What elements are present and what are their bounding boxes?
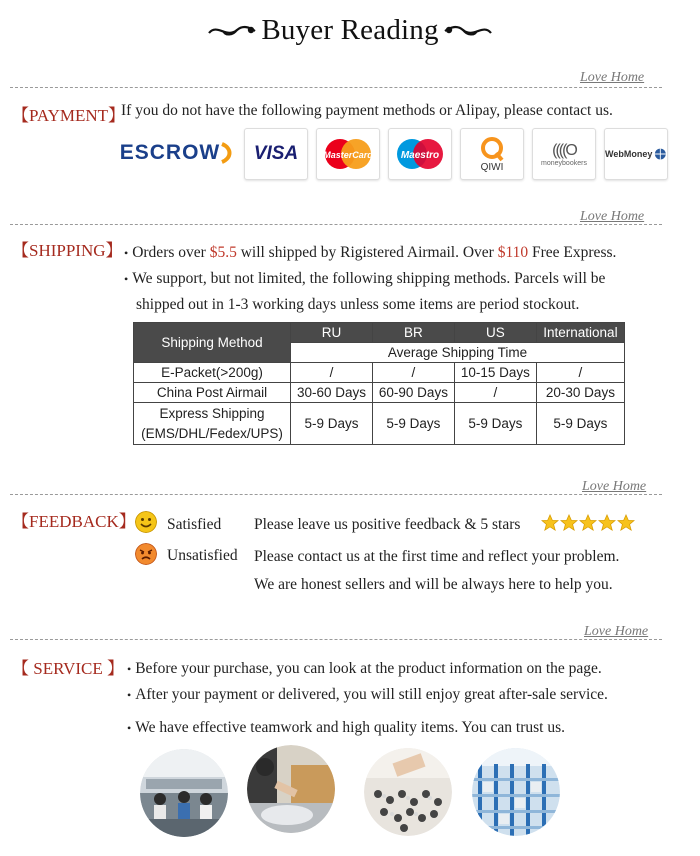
service-label: 【 SERVICE 】 <box>12 659 124 678</box>
table-row <box>134 363 625 383</box>
title-text: Buyer Reading <box>261 13 439 46</box>
satisfied-text: Please leave us positive feedback & 5 stars <box>254 516 521 533</box>
table-cell: 20-30 Days <box>536 383 624 403</box>
star-icon <box>617 514 635 532</box>
table-cell: / <box>454 383 536 403</box>
table-cell: / <box>536 363 624 383</box>
service-item: • After your payment or delivered, you will still enjoy great after-sale service. <box>127 686 608 704</box>
shipping-label: 【SHIPPING】 <box>12 241 123 260</box>
table-cell: 5-9 Days <box>291 403 373 445</box>
office-teamwork-photo <box>140 749 228 837</box>
section-divider <box>10 224 662 225</box>
star-icon <box>560 514 578 532</box>
visa-logo: VISA <box>244 128 308 180</box>
packing-photo <box>247 745 335 833</box>
svg-text:Maestro: Maestro <box>400 150 440 161</box>
table-row <box>134 383 625 403</box>
star-icon <box>598 514 616 532</box>
table-header-country: International <box>536 323 624 343</box>
unsatisfied-label: Unsatisfied <box>167 547 238 564</box>
section-divider <box>10 639 662 640</box>
warehouse-photo <box>472 748 560 836</box>
table-cell: 60-90 Days <box>372 383 454 403</box>
maestro-logo <box>388 128 452 180</box>
qiwi-icon <box>479 136 505 162</box>
divider-tag: Love Home <box>582 479 647 494</box>
feedback-label: 【FEEDBACK】 <box>12 512 136 531</box>
table-header-country: RU <box>291 323 373 343</box>
qiwi-logo: QIWI <box>460 128 524 180</box>
payment-text: If you do not have the following payment methods or Alipay, please contact us. <box>121 102 613 119</box>
table-cell-method: China Post Airmail <box>134 383 291 403</box>
method-line: Express Shipping <box>159 405 265 421</box>
left-flourish-icon <box>207 19 257 41</box>
service-item: • Before your purchase, you can look at the product information on the page. <box>127 660 602 678</box>
table-cell: 10-15 Days <box>454 363 536 383</box>
five-stars <box>541 514 635 532</box>
table-header-country: US <box>454 323 536 343</box>
escrow-logo: ESCROW <box>118 128 236 178</box>
table-subheader: Average Shipping Time <box>291 343 625 363</box>
shipping-line-3: shipped out in 1-3 working days unless some items are period stockout. <box>136 296 580 313</box>
service-item: • We have effective teamwork and high quality items. You can trust us. <box>127 719 565 737</box>
table-cell: 5-9 Days <box>536 403 624 445</box>
satisfied-label: Satisfied <box>167 516 222 533</box>
mastercard-icon <box>321 137 375 171</box>
table-cell-method <box>134 403 291 445</box>
unsatisfied-text: Please contact us at the first time and reflect your problem. <box>254 548 620 565</box>
table-header-country: BR <box>372 323 454 343</box>
right-flourish-icon <box>443 19 493 41</box>
shipping-line-2: • We support, but not limited, the following shipping methods. Parcels will be <box>124 270 605 288</box>
shipping-table <box>133 322 625 445</box>
table-row <box>134 403 625 445</box>
star-icon <box>541 514 559 532</box>
happy-face-icon <box>135 511 157 533</box>
mastercard-logo <box>316 128 380 180</box>
table-cell: 5-9 Days <box>454 403 536 445</box>
payment-label: 【PAYMENT】 <box>12 106 126 125</box>
quality-check-photo <box>364 748 452 836</box>
divider-tag: Love Home <box>580 70 645 85</box>
divider-tag: Love Home <box>580 209 645 224</box>
moneybookers-logo: ((((O moneybookers <box>532 128 596 180</box>
table-cell-method: E-Packet(>200g) <box>134 363 291 383</box>
table-cell: / <box>291 363 373 383</box>
section-divider <box>10 494 662 495</box>
method-line: (EMS/DHL/Fedex/UPS) <box>141 425 283 441</box>
divider-tag: Love Home <box>584 624 649 639</box>
angry-face-icon <box>135 543 157 565</box>
moneybookers-waves-icon: ((((O <box>552 141 576 159</box>
section-divider <box>10 87 662 88</box>
svg-text:MasterCard: MasterCard <box>323 150 373 160</box>
webmoney-globe-icon <box>654 147 667 161</box>
table-cell: 30-60 Days <box>291 383 373 403</box>
unsatisfied-text-2: We are honest sellers and will be always here to help you. <box>254 576 613 593</box>
shipping-line-1: • Orders over $5.5 will shipped by Rigistered Airmail. Over $110 Free Express. <box>124 244 616 262</box>
escrow-swoosh-icon <box>220 142 234 164</box>
webmoney-logo: WebMoney <box>604 128 668 180</box>
page-title <box>0 12 700 47</box>
table-cell: 5-9 Days <box>372 403 454 445</box>
table-cell: / <box>372 363 454 383</box>
star-icon <box>579 514 597 532</box>
table-header-method: Shipping Method <box>134 323 291 363</box>
payment-logos <box>118 128 668 180</box>
maestro-icon <box>393 137 447 171</box>
